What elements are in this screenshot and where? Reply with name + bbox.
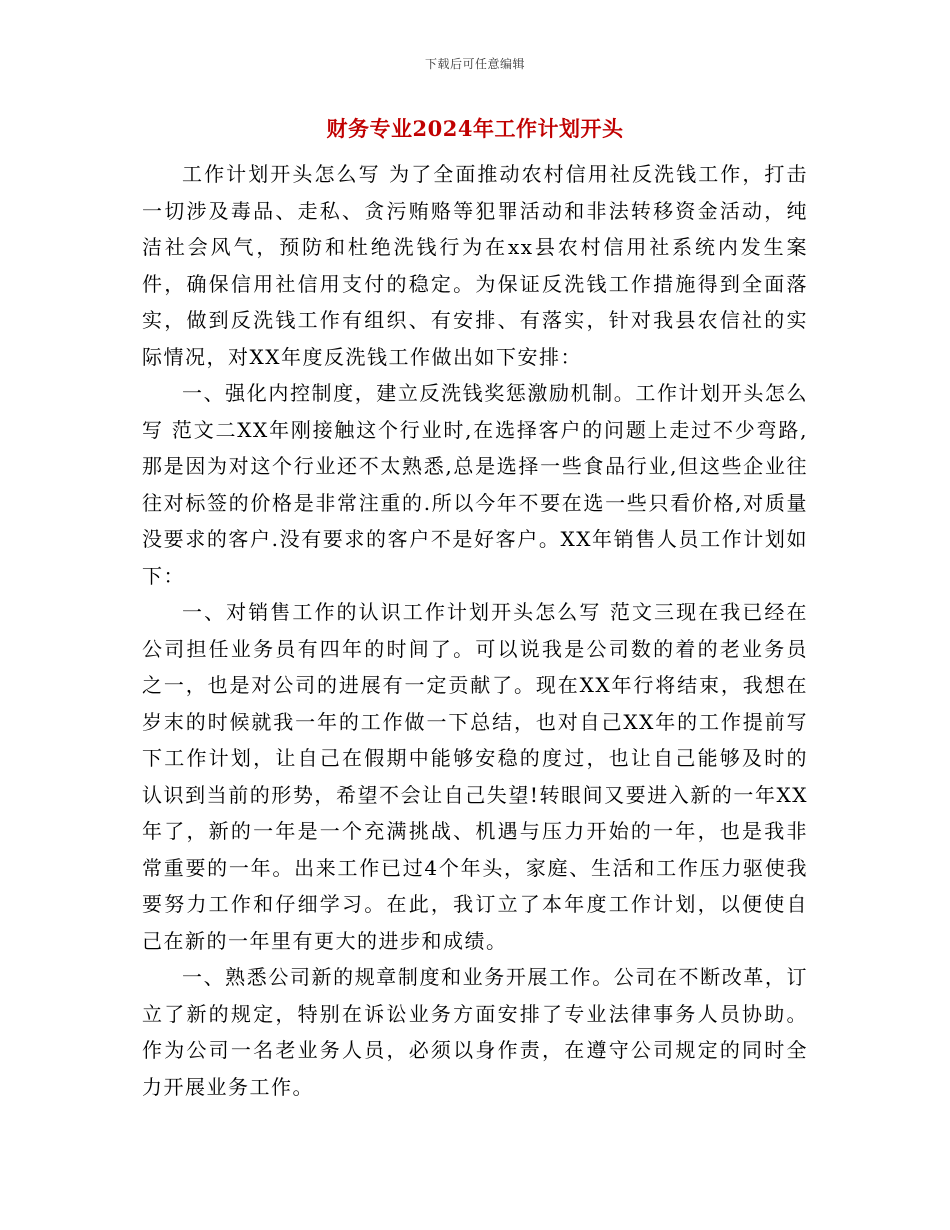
paragraph-3: 一、对销售工作的认识工作计划开头怎么写 范文三现在我已经在公司担任业务员有四年的时间了。可以说我是公司数的着的老业务员之一，也是对公司的进展有一定贡献了。现在XX年行将结束，我想在岁末的时候就我一年的工作做一下总结，也对自己XX年的工作提前写下工作计划，让自己在假期中能够安稳的度过，也让自己能够及时的认识到当前的形势，希望不会让自己失望!转眼间又要进入新的一年XX年了，新的一年是一个充满挑战、机遇与压力开始的一年，也是我非常重要的一年。出来工作已过4个年头，家庭、生活和工作压力驱使我要努力工作和仔细学习。在此，我订立了本年度工作计划，以便使自己在新的一年里有更大的进步和成绩。	[142, 600, 808, 953]
document-body	[142, 156, 808, 1105]
document-title: 财务专业2024年工作计划开头	[326, 116, 624, 141]
paragraph-1: 工作计划开头怎么写 为了全面推动农村信用社反洗钱工作，打击一切涉及毒品、走私、贪污贿赂等犯罪活动和非法转移资金活动，纯洁社会风气，预防和杜绝洗钱行为在xx县农村信用社系统内发生案件，确保信用社信用支付的稳定。为保证反洗钱工作措施得到全面落实，做到反洗钱工作有组织、有安排、有落实，针对我县农信社的实际情况，对XX年度反洗钱工作做出如下安排：	[142, 162, 808, 369]
paragraph-4: 一、熟悉公司新的规章制度和业务开展工作。公司在不断改革，订立了新的规定，特别在诉讼业务方面安排了专业法律事务人员协助。作为公司一名老业务人员，必须以身作责，在遵守公司规定的同时全力开展业务工作。	[142, 965, 808, 1099]
paragraph-2: 一、强化内控制度，建立反洗钱奖惩激励机制。工作计划开头怎么写 范文二XX年刚接触这个行业时,在选择客户的问题上走过不少弯路,那是因为对这个行业还不太熟悉,总是选择一些食品行业,但这些企业往往对标签的价格是非常注重的.所以今年不要在选一些只看价格,对质量没要求的客户.没有要求的客户不是好客户。XX年销售人员工作计划如下：	[142, 381, 808, 588]
header-note: 下载后可任意编辑	[424, 57, 525, 71]
